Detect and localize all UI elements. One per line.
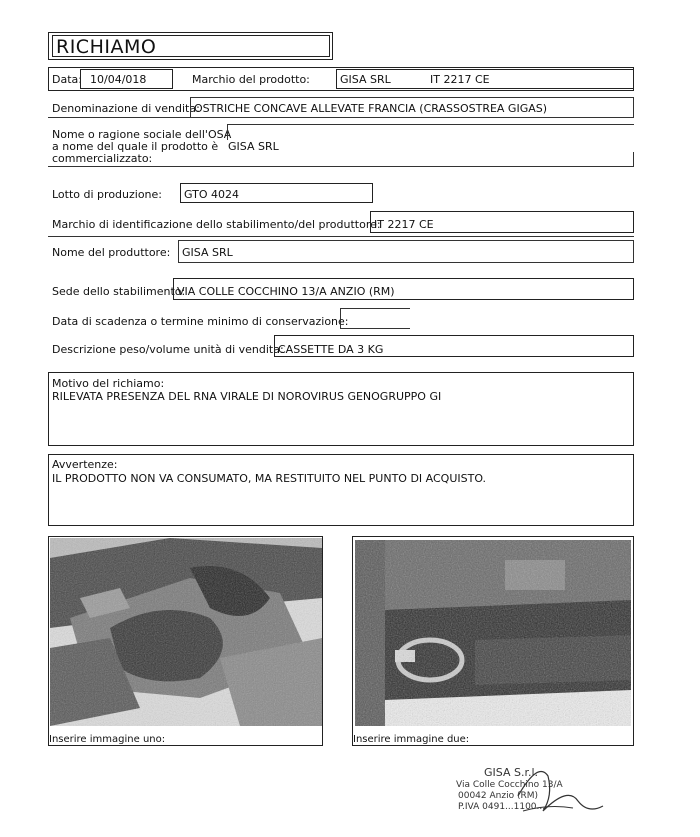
denominazione-divider — [190, 97, 191, 117]
stamp-line-4: P.IVA 0491...1100... — [458, 802, 546, 812]
oyster-crate-image — [50, 538, 322, 726]
stamp-line-3: 00042 Anzio (RM) — [458, 791, 538, 801]
image-one-photo — [50, 538, 322, 726]
image-two-photo — [355, 540, 631, 726]
osa-label-line2: a nome del quale il prodotto è — [52, 140, 219, 153]
lotto-label: Lotto di produzione: — [52, 188, 163, 201]
avvertenze-label: Avvertenze: — [52, 458, 118, 471]
produttore-label: Nome del produttore: — [52, 246, 171, 259]
lotto-value: GTO 4024 — [184, 188, 239, 201]
avvertenze-box[interactable] — [48, 454, 634, 526]
sede-value: VIA COLLE COCCHINO 13/A ANZIO (RM) — [177, 285, 395, 298]
marchio-code: IT 2217 CE — [430, 73, 490, 86]
produttore-value: GISA SRL — [182, 246, 233, 259]
osa-label-line1: Nome o ragione sociale dell'OSA — [52, 128, 232, 141]
scadenza-label: Data di scadenza o termine minimo di conservazione: — [52, 315, 349, 328]
marchio-label: Marchio del prodotto: — [192, 73, 310, 86]
identificazione-value: IT 2217 CE — [374, 218, 434, 231]
identificazione-bottom-line — [48, 236, 634, 237]
identificazione-label: Marchio di identificazione dello stabilimento/del produttore: — [52, 218, 381, 231]
document-title: RICHIAMO — [56, 36, 157, 58]
oyster-label-image — [355, 540, 631, 726]
scadenza-divider — [340, 308, 341, 328]
company-stamp — [448, 756, 608, 818]
osa-value: GISA SRL — [228, 140, 279, 153]
denominazione-bottom-line — [48, 117, 634, 118]
stamp-line-1: GISA S.r.l. — [484, 766, 539, 779]
osa-right-tick — [633, 152, 634, 166]
data-value: 10/04/018 — [90, 73, 147, 86]
denominazione-top-line — [190, 97, 634, 98]
image-two-caption: Inserire immagine due: — [353, 734, 470, 745]
image-one-caption: Inserire immagine uno: — [49, 734, 166, 745]
denominazione-value: OSTRICHE CONCAVE ALLEVATE FRANCIA (CRASSOSTREA GIGAS) — [194, 102, 548, 115]
motivo-label: Motivo del richiamo: — [52, 377, 165, 390]
avvertenze-value: IL PRODOTTO NON VA CONSUMATO, MA RESTITUITO NEL PUNTO DI ACQUISTO. — [52, 472, 487, 485]
scadenza-top-line — [340, 308, 410, 309]
peso-label: Descrizione peso/volume unità di vendita: — [52, 343, 284, 356]
motivo-value: RILEVATA PRESENZA DEL RNA VIRALE DI NOROVIRUS GENOGRUPPO GI — [52, 390, 442, 403]
produttore-top-line — [178, 240, 634, 241]
produttore-divider — [178, 240, 179, 262]
denominazione-right-line — [633, 97, 634, 117]
stamp-line-2: Via Colle Cocchino 13/A — [456, 780, 563, 790]
data-label: Data: — [52, 73, 82, 86]
peso-value: CASSETTE DA 3 KG — [278, 343, 384, 356]
produttore-right-line — [633, 240, 634, 262]
osa-label-line3: commercializzato: — [52, 152, 153, 165]
sede-label: Sede dello stabilimento: — [52, 285, 186, 298]
osa-top-line — [227, 124, 634, 125]
marchio-value: GISA SRL — [340, 73, 391, 86]
osa-divider — [227, 124, 228, 140]
produttore-bottom-line — [178, 262, 634, 263]
osa-bottom-line — [48, 166, 634, 167]
scadenza-bottom-line — [340, 328, 410, 329]
denominazione-label: Denominazione di vendita: — [52, 102, 200, 115]
